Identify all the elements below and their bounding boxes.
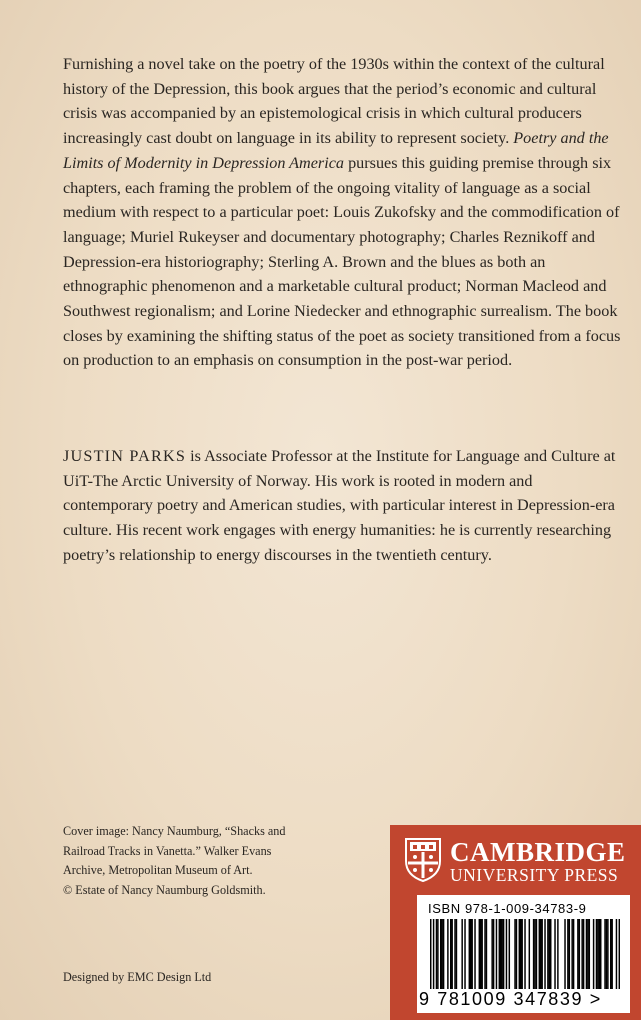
barcode-bar — [539, 919, 540, 989]
cover-image-credits — [63, 822, 363, 900]
author-bio — [63, 444, 623, 568]
barcode-bar — [550, 919, 551, 989]
barcode-bar — [616, 919, 617, 989]
barcode-bar — [549, 919, 550, 989]
barcode-bar — [571, 919, 572, 989]
barcode-bar — [499, 919, 500, 989]
book-blurb — [63, 52, 623, 373]
barcode-bar — [514, 919, 515, 989]
barcode-bar — [534, 919, 535, 989]
barcode-bar — [433, 919, 434, 989]
barcode-bar — [596, 919, 597, 989]
blurb-book-title: Poetry and the Limits of Modernity in Depression America — [63, 129, 609, 172]
barcode-bar — [461, 919, 462, 989]
barcode-bar — [606, 919, 607, 989]
barcode-bar — [454, 919, 455, 989]
barcode-bar — [600, 919, 601, 989]
barcode-bar — [597, 919, 598, 989]
barcode-bar — [521, 919, 522, 989]
barcode-bar — [577, 919, 578, 989]
credit-line-1: Cover image: Nancy Naumburg, “Shacks and — [63, 824, 286, 838]
barcode-bar — [587, 919, 588, 989]
barcode-bar — [567, 919, 568, 989]
barcode-bar — [481, 919, 482, 989]
barcode-bar — [480, 919, 481, 989]
credit-line-3: Archive, Metropolitan Museum of Art. — [63, 863, 253, 878]
barcode-digits: 9 781009 347839 > — [419, 989, 602, 1009]
author-bio-paragraph — [63, 444, 623, 568]
barcode-bar — [586, 919, 587, 989]
barcode-bar — [599, 919, 600, 989]
barcode-bar — [451, 919, 452, 989]
barcode-bar — [589, 919, 590, 989]
credit-line-4: © Estate of Nancy Naumburg Goldsmith. — [63, 882, 266, 897]
barcode-bar — [464, 919, 465, 989]
barcode-bar — [564, 919, 565, 989]
credit-line-2: Railroad Tracks in Vanetta.” Walker Evans — [63, 843, 272, 858]
barcode-bar — [533, 919, 534, 989]
barcode-bar — [447, 919, 448, 989]
barcode-bar — [440, 919, 441, 989]
barcode-box — [417, 895, 630, 1013]
barcode-bar — [519, 919, 520, 989]
barcode-bar — [607, 919, 608, 989]
barcode-bar — [503, 919, 504, 989]
barcode-bar — [437, 919, 438, 989]
barcode-bars — [430, 919, 620, 989]
barcode-bar — [529, 919, 530, 989]
blurb-text-before-title: Furnishing a novel take on the poetry of the 1930s within the context of the cultural history of the Depression, this book argues that the period’s economic and cultural crisis was accompanied by an epistemological crisis in which cultural producers increasingly cast doubt on language in its ability to represent society. — [63, 55, 605, 148]
author-name: JUSTIN PARKS — [63, 447, 187, 465]
barcode-bar — [536, 919, 537, 989]
publisher-name: CAMBRIDGE — [450, 837, 626, 867]
barcode-bar — [491, 919, 492, 989]
barcode-bar — [569, 919, 570, 989]
designer-credit: Designed by EMC Design Ltd — [63, 970, 212, 984]
isbn-label: ISBN 978-1-009-34783-9 — [428, 901, 587, 916]
barcode-bar — [579, 919, 580, 989]
barcode-bar — [573, 919, 574, 989]
barcode-bar — [500, 919, 501, 989]
barcode-bar — [611, 919, 612, 989]
barcode-bar — [544, 919, 545, 989]
barcode-bar — [593, 919, 594, 989]
barcode-bar — [493, 919, 494, 989]
barcode-bar — [450, 919, 451, 989]
barcode-bar — [430, 919, 431, 989]
blurb-text-after-title: pursues this guiding premise through six chapters, each framing the problem of the ongoing vitality of language as a social medium with respect to a particular poet: Louis Zukofsky and the commodification of language; Muriel Rukeyser and documentary photography; Charles Reznikoff and Depression-era historiography; Sterling A. Brown and the blues as both an ethnographic phenomenon and a marketable cultural product; Norman Macleod and Southwest regionalism; and Lorine Niedecker and ethnographic surrealism. The book closes by examining the shifting status of the poet as society transitioned from a focus on production to an emphasis on consumption in the post-war period. — [63, 153, 621, 370]
barcode-bar — [471, 919, 472, 989]
barcode-bar — [524, 919, 525, 989]
barcode-bar — [581, 919, 582, 989]
author-bio-text: is Associate Professor at the Institute for Language and Culture at UiT-The Arctic University of Norway. His work is rooted in modern and contemporary poetry and American studies, with particular interest in Depression-era culture. His recent work engages with energy humanities: he is currently researching poetry’s relationship to energy discourses in the twentieth century. — [63, 447, 616, 564]
barcode-bar — [557, 919, 558, 989]
publisher-panel — [390, 825, 641, 1020]
barcode-bar — [610, 919, 611, 989]
barcode-bar — [540, 919, 541, 989]
barcode-bar — [484, 919, 485, 989]
barcode-bar — [474, 919, 475, 989]
blurb-paragraph — [63, 52, 623, 373]
barcode-bar — [441, 919, 442, 989]
barcode-bar — [479, 919, 480, 989]
barcode-bar — [456, 919, 457, 989]
barcode-bar — [496, 919, 497, 989]
barcode-bar — [501, 919, 502, 989]
barcode-bar — [470, 919, 471, 989]
barcode-bar — [541, 919, 542, 989]
barcode-bar — [604, 919, 605, 989]
barcode-bar — [516, 919, 517, 989]
barcode-bar — [547, 919, 548, 989]
barcode-bar — [520, 919, 521, 989]
barcode-bar — [509, 919, 510, 989]
barcode-bar — [469, 919, 470, 989]
barcode-bar — [443, 919, 444, 989]
barcode-bar — [583, 919, 584, 989]
barcode-bar — [486, 919, 487, 989]
barcode-bar — [619, 919, 620, 989]
barcode-bar — [554, 919, 555, 989]
barcode-bar — [436, 919, 437, 989]
cambridge-shield-icon — [404, 837, 442, 882]
publisher-subname: UNIVERSITY PRESS — [450, 865, 619, 885]
barcode-bar — [506, 919, 507, 989]
